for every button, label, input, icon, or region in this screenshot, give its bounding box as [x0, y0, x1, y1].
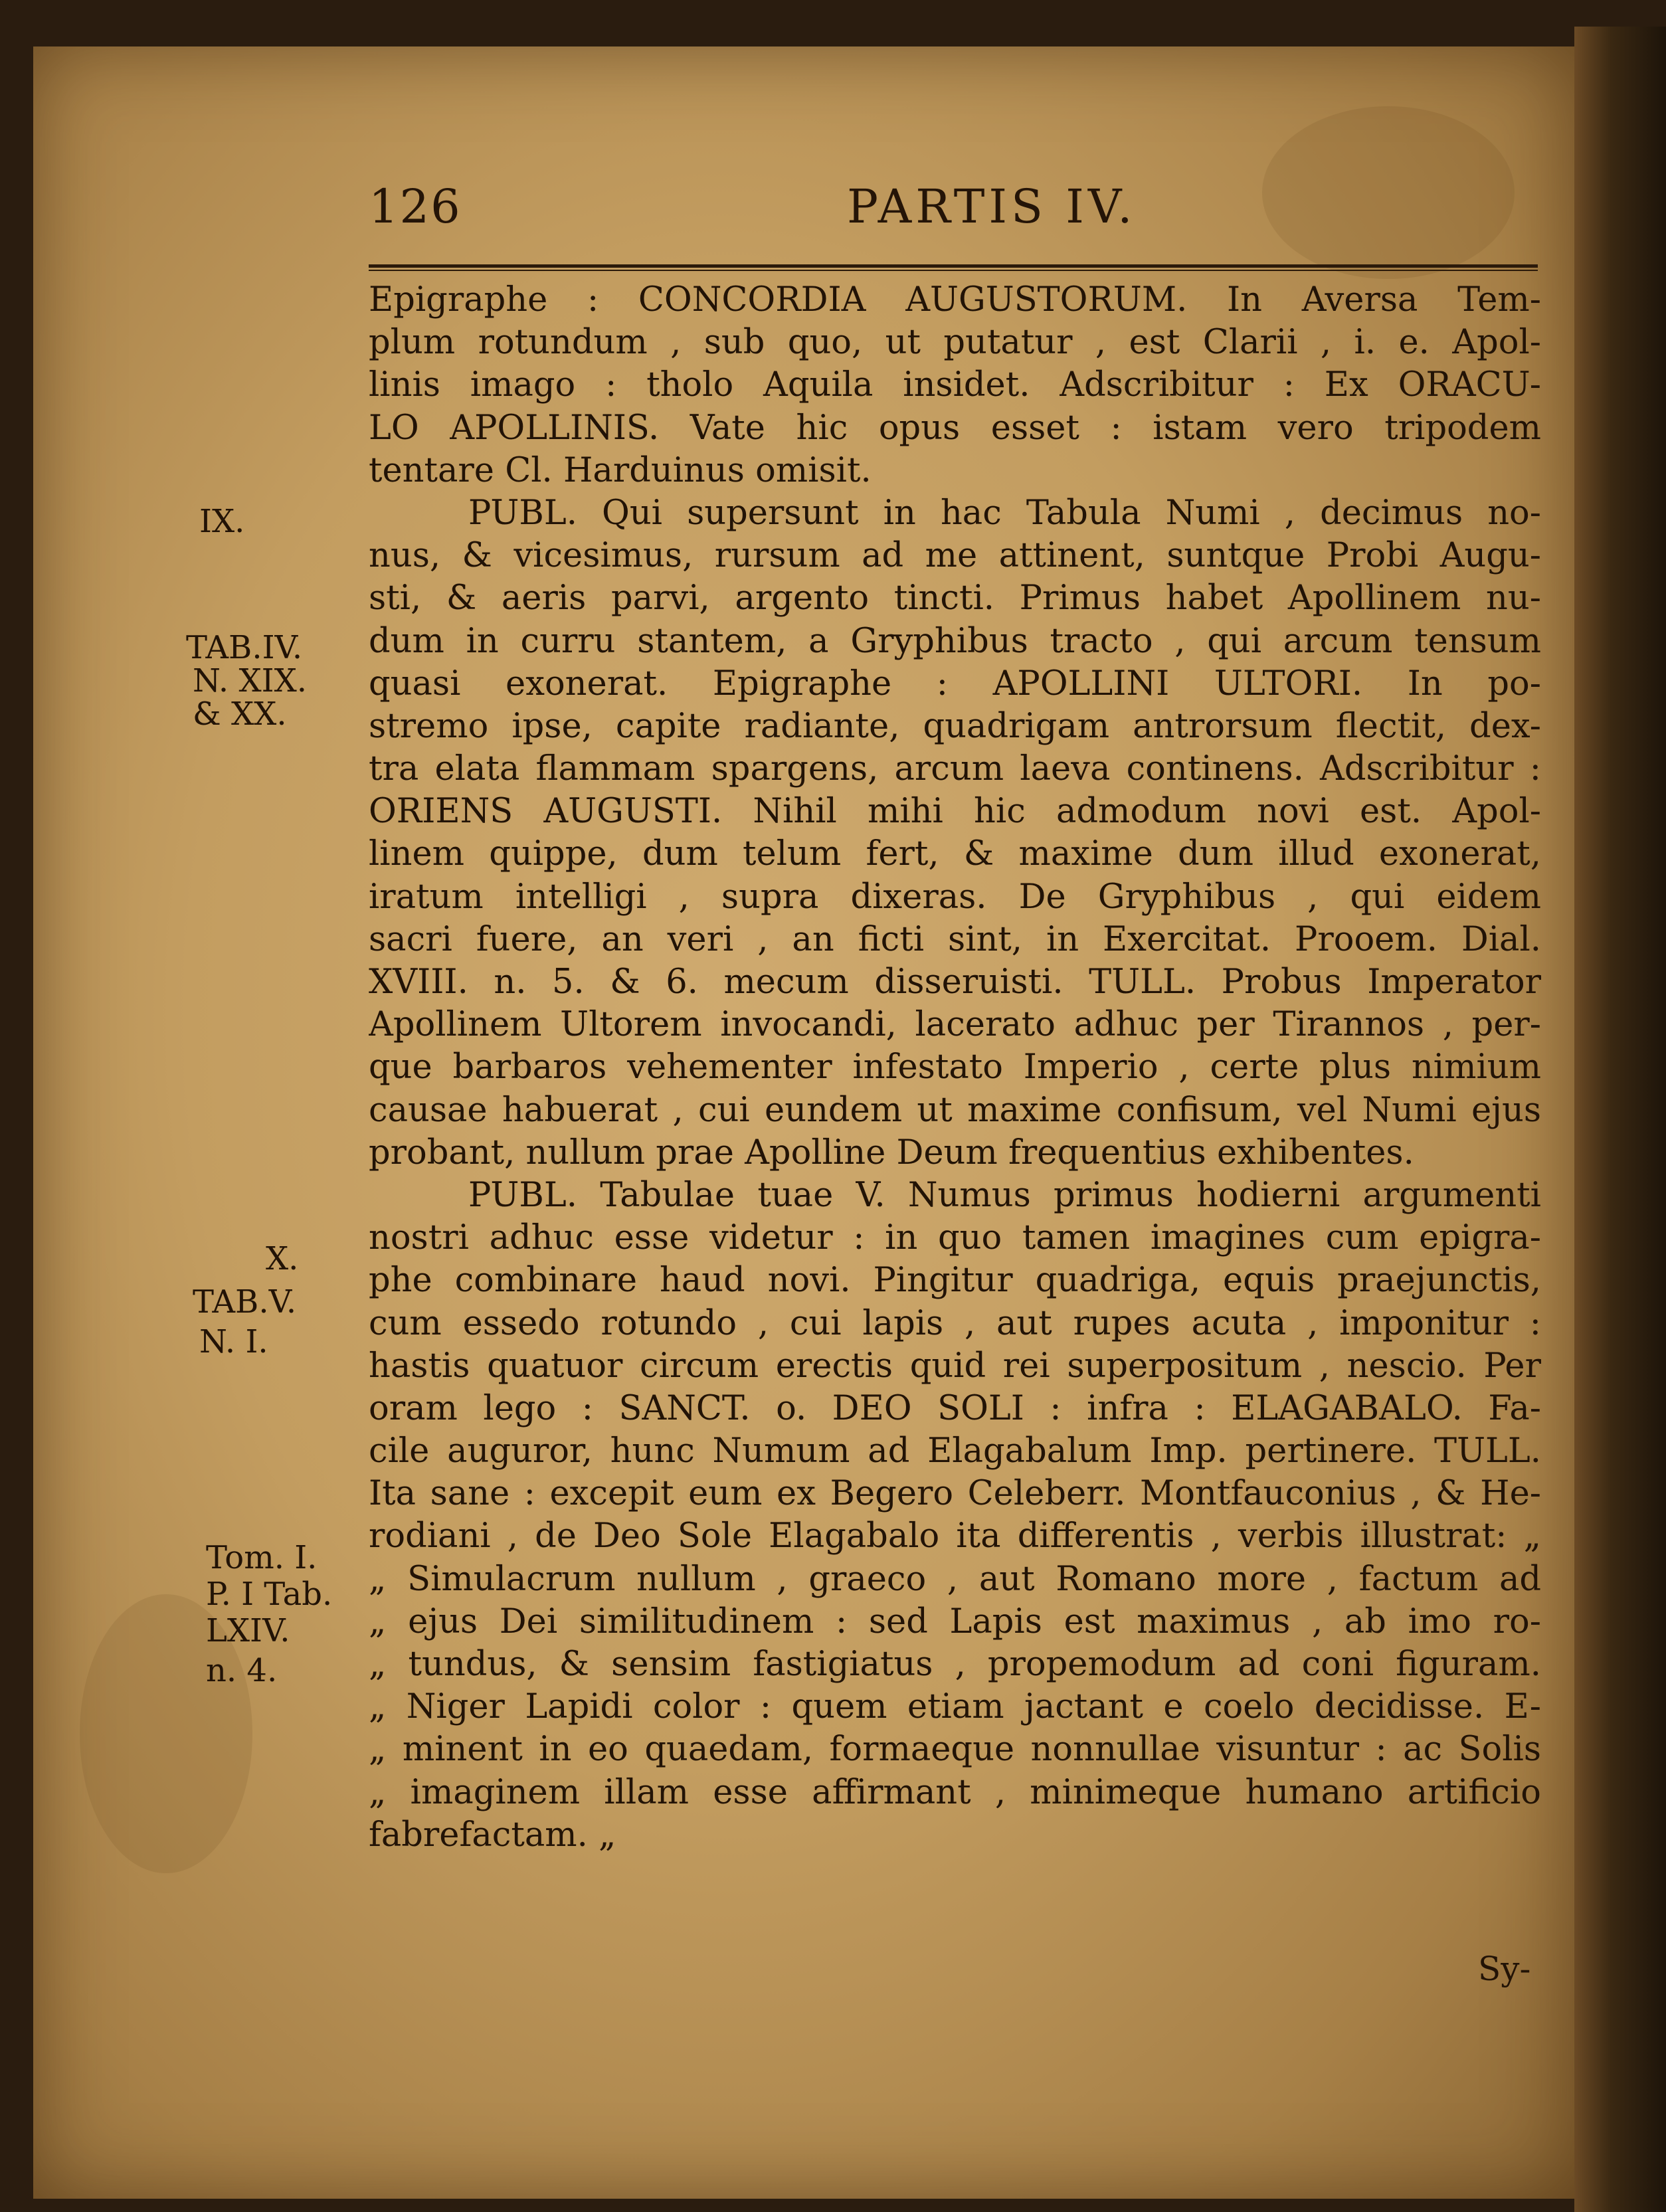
body-text: [369, 279, 1541, 1857]
text-line: hastis quatuor circum erectis quid rei superpositum , nescio. Per: [369, 1346, 1541, 1386]
text-line: „ tundus, & sensim fastigiatus , propemodum ad coni figuram.: [369, 1645, 1541, 1684]
margin-note: n. 4.: [206, 1652, 278, 1689]
text-line: oram lego : SANCT. o. DEO SOLI : infra : ELAGABALO. Fa-: [369, 1388, 1541, 1428]
text-line: que barbaros vehementer infestato Imperio , certe plus nimium: [369, 1048, 1541, 1087]
text-line: PUBL. Tabulae tuae V. Numus primus hodierni argumenti: [468, 1175, 1541, 1215]
book-spine-edge: [1574, 27, 1666, 2212]
text-line: linem quippe, dum telum fert, & maxime dum illud exonerat,: [369, 834, 1541, 874]
text-line: PUBL. Qui supersunt in hac Tabula Numi , decimus no-: [468, 493, 1541, 533]
text-line: sacri fuere, an veri , an ficti sint, in Exercitat. Prooem. Dial.: [369, 919, 1541, 959]
running-head: [369, 179, 1578, 246]
text-line: cum essedo rotundo , cui lapis , aut rupes acuta , imponitur :: [369, 1303, 1541, 1343]
text-line: nostri adhuc esse videtur : in quo tamen imagines cum epigra-: [369, 1218, 1541, 1258]
text-line: „ minent in eo quaedam, formaeque nonnullae visuntur : ac Solis: [369, 1730, 1541, 1770]
text-line: probant, nullum prae Apolline Deum frequentius exhibentes.: [369, 1133, 1414, 1172]
margin-note: TAB.IV.: [186, 629, 303, 666]
margin-note: Tom. I.: [206, 1539, 318, 1576]
text-line: iratum intelligi , supra dixeras. De Gryphibus , qui eidem: [369, 877, 1541, 917]
text-line: quasi exonerat. Epigraphe : APOLLINI ULTORI. In po-: [369, 664, 1541, 703]
text-line: linis imago : tholo Aquila insidet. Adscribitur : Ex ORACU-: [369, 365, 1541, 405]
page-title: PARTIS IV.: [847, 179, 1137, 234]
text-line: phe combinare haud novi. Pingitur quadriga, equis praejunctis,: [369, 1261, 1541, 1301]
margin-note: P. I Tab.: [206, 1576, 333, 1613]
catchword: Sy-: [1478, 1950, 1531, 1988]
text-line: Ita sane : excepit eum ex Begero Celeberr. Montfauconius , & He-: [369, 1474, 1541, 1514]
header-rule: [369, 264, 1538, 271]
text-line: fabrefactam. „: [369, 1815, 616, 1855]
text-line: „ Simulacrum nullum , graeco , aut Romano more , factum ad: [369, 1559, 1541, 1599]
text-line: „ ejus Dei similitudinem : sed Lapis est maximus , ab imo ro-: [369, 1602, 1541, 1641]
margin-note: X.: [266, 1240, 299, 1277]
text-line: rodiani , de Deo Sole Elagabalo ita differentis , verbis illustrat: „: [369, 1517, 1541, 1556]
text-line: LO APOLLINIS. Vate hic opus esset : istam vero tripodem: [369, 408, 1541, 448]
text-line: Apollinem Ultorem invocandi, lacerato adhuc per Tirannos , per-: [369, 1005, 1541, 1045]
text-line: XVIII. n. 5. & 6. mecum disseruisti. TULL. Probus Imperator: [369, 963, 1541, 1002]
text-line: ORIENS AUGUSTI. Nihil mihi hic admodum novi est. Apol-: [369, 792, 1541, 832]
page-number: 126: [369, 179, 462, 234]
text-line: cile auguror, hunc Numum ad Elagabalum Imp. pertinere. TULL.: [369, 1431, 1541, 1471]
margin-note: TAB.V.: [193, 1283, 297, 1321]
text-line: „ imaginem illam esse affirmant , minimeque humano artificio: [369, 1772, 1541, 1812]
margin-note: IX.: [199, 503, 245, 540]
text-line: tra elata flammam spargens, arcum laeva continens. Adscribitur :: [369, 749, 1541, 789]
text-line: dum in curru stantem, a Gryphibus tracto , qui arcum tensum: [369, 621, 1541, 661]
text-line: plum rotundum , sub quo, ut putatur , est Clarii , i. e. Apol-: [369, 323, 1541, 363]
text-line: sti, & aeris parvi, argento tincti. Primus habet Apollinem nu-: [369, 579, 1541, 618]
text-line: „ Niger Lapidi color : quem etiam jactant e coelo decidisse. E-: [369, 1687, 1541, 1727]
margin-note: & XX.: [193, 695, 287, 733]
text-line: Epigraphe : CONCORDIA AUGUSTORUM. In Aversa Tem-: [369, 280, 1541, 320]
margin-note: N. XIX.: [193, 662, 308, 699]
margin-note: N. I.: [199, 1323, 268, 1360]
margin-note: LXIV.: [206, 1612, 290, 1649]
text-line: nus, & vicesimus, rursum ad me attinent, suntque Probi Augu-: [369, 536, 1541, 576]
text-line: stremo ipse, capite radiante, quadrigam antrorsum flectit, dex-: [369, 706, 1541, 746]
text-line: causae habuerat , cui eundem ut maxime confisum, vel Numi ejus: [369, 1090, 1541, 1130]
text-line: tentare Cl. Harduinus omisit.: [369, 450, 872, 490]
